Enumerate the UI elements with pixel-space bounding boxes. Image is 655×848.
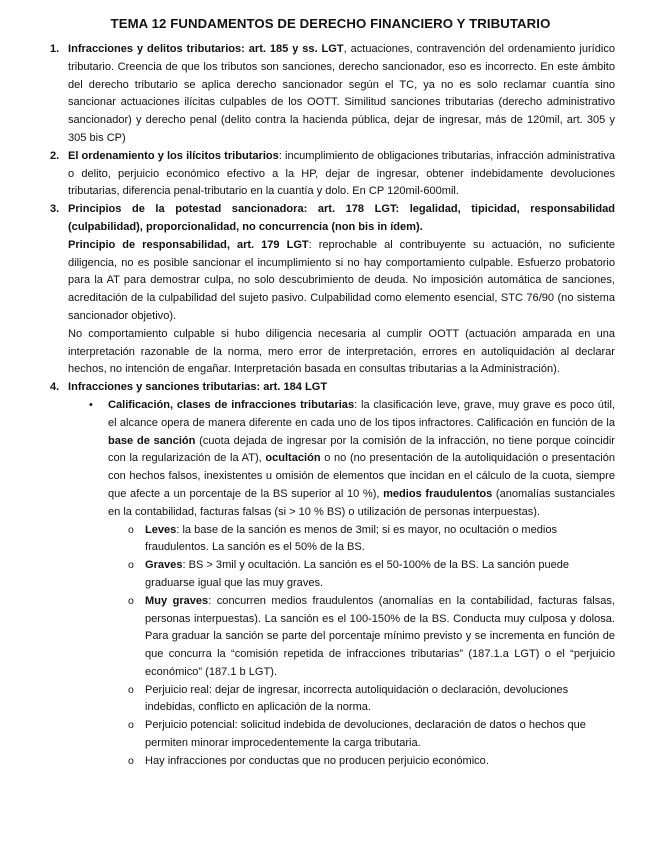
sub-paragraph: Hay infracciones por conductas que no producen perjuicio económico.: [145, 754, 489, 767]
bullet-text: (anomalías sustanciales en la contabilidad, facturas falsas (si > 10 % BS) o utilización de personas interpuestas).: [108, 487, 615, 518]
bullet-text: (cuota dejada de ingresar por la comisión de la infracción, no tiene porque coincidir con la regularización de la AT),: [108, 434, 615, 465]
item-heading: El ordenamiento y los ilícitos tributarios: [68, 149, 279, 162]
bullet-bold-term: medios fraudulentos: [383, 487, 493, 500]
item-paragraph-extra: No comportamiento culpable si hubo diligencia necesaria al cumplir OOTT (actuación amparada en una interpretación razonable de la norma, mero error de interpretación, errores en autoliquidación al declarar hechos, no intención de engañar. Interpretación basada en consultas tributarias a la Administración).: [68, 327, 615, 376]
item-paragraph: [68, 237, 615, 326]
sub-item-graves: [46, 557, 615, 593]
item-text: , actuaciones, contravención del ordenamiento jurídico tributario. Creencia de que los tributos son sanciones, derecho sancionador, eso es incorrecto. En este ámbito del derecho tributario se aplica derecho sancionador según el TC, ya no es solo reclamar cuantía sino sancionar actuaciones ilícitas culpables de los OOTT. Similitud sanciones tributarias (derecho administrativo sancionador) y derecho penal (delito contra la hacienda pública, dejar de ingresar, más de 120mil, art. 305 y 305 bis CP): [68, 43, 615, 144]
bullet-text: o no (no presentación de la autoliquidación o presentación con hechos falsos, inexistentes u omisión de elementos que incidan en el cálculo de la cuota, siempre que afecte a un porcentaje de la BS superior al 10 %),: [108, 452, 615, 500]
item-heading: Infracciones y sanciones tributarias: art. 184 LGT: [68, 381, 328, 394]
sub-marker: o: [128, 754, 134, 767]
item-text: : incumplimiento de obligaciones tributarias, infracción administrativa o delito, perjuicio económico efectivo a la HP, dejar de ingresar, obtener indebidamente devoluciones tributarias, diferencia penal-tributario en la cuantía y dolo. En CP 120mil-600mil.: [68, 149, 615, 198]
item-number: 3.: [50, 203, 60, 216]
sub-text: : BS > 3mil y ocultación. La sanción es el 50-100% de la BS. La sanción puede graduarse igual que las muy graves.: [145, 559, 570, 589]
sub-item-sin-perjuicio: [46, 753, 615, 771]
sub-text: : concurren medios fraudulentos (anomalías en la contabilidad, facturas falsas, personas interpuestas). La sanción es el 100-150% de la BS. Conducta muy culposa y dolosa. Para graduar la sanción se parte del porcentaje mínimo previsto y se incrementa en función de que concurra la “comisión repetida de infracciones tributarias” (187.1.a LGT) o el “perjuicio económico” (187.1 b LGT).: [145, 594, 615, 678]
bullet-heading: Calificación, clases de infracciones tributarias: [108, 398, 355, 411]
sub-item-leves: [46, 522, 615, 558]
sub-item-muy-graves: [46, 593, 615, 682]
item-number: 1.: [50, 43, 60, 55]
sub-heading: Leves: [145, 523, 177, 536]
item-number: 4.: [50, 381, 60, 394]
sub-paragraph: [145, 593, 615, 682]
bullet-bold-term: base de sanción: [108, 434, 196, 447]
item-paragraph: [68, 41, 615, 148]
list-item-4: [46, 379, 615, 397]
sub-paragraph: Perjuicio potencial: solicitud indebida de devoluciones, declaración de datos o hechos que permiten minorar improcedentemente la carga tributaria.: [145, 719, 586, 750]
sub-paragraph: [145, 522, 615, 558]
bullet-item: [46, 397, 615, 522]
sub-paragraph: [145, 557, 615, 593]
sub-marker: o: [128, 594, 134, 607]
sub-item-perjuicio-potencial: [46, 717, 615, 753]
bullet-text: : la clasificación leve, grave, muy grave es poco útil, el alcance opera de manera diferente en cada uno de los tipos infractores. Calificación en función de la: [108, 398, 615, 429]
item-heading: Infracciones y delitos tributarios: art. 185 y ss. LGT: [68, 43, 344, 55]
sub-paragraph: Perjuicio real: dejar de ingresar, incorrecta autoliquidación o declaración, devoluciones indebidas, conflicto en aplicación de la norma.: [145, 683, 569, 714]
sub-item-perjuicio-real: [46, 682, 615, 718]
item-text: : reprochable al contribuyente su actuación, no suficiente diligencia, no es posible sancionar el incumplimiento si no hay comportamiento culpable. Esfuerzo probatorio para la AT para demostrar culpa, no solo descubrimiento de deuda. No imposición automática de sanciones, acreditación de la culpabilidad del sujeto pasivo. Culpabilidad como elemento esencial, STC 76/90 (no sistema sancionador objetivo).: [68, 238, 615, 322]
sub-marker: o: [128, 719, 134, 732]
sub-heading: Graves: [145, 559, 183, 572]
page-title: TEMA 12 FUNDAMENTOS DE DERECHO FINANCIERO Y TRIBUTARIO: [110, 16, 551, 31]
item-subheading: Principio de responsabilidad, art. 179 LGT: [68, 238, 309, 251]
item-number: 2.: [50, 149, 60, 162]
list-item-3: [46, 201, 615, 379]
sub-marker: o: [128, 523, 134, 536]
sub-marker: o: [128, 559, 134, 572]
sub-text: : la base de la sanción es menos de 3mil; si es mayor, no ocultación o medios fraudulentos. La sanción es el 50% de la BS.: [145, 523, 558, 554]
item-paragraph: [68, 148, 615, 201]
sub-heading: Muy graves: [145, 594, 209, 607]
item-heading: Principios de la potestad sancionadora: art. 178 LGT: legalidad, tipicidad, responsabilidad (culpabilidad), proporcionalidad, no concurrencia (non bis in ídem).: [68, 203, 615, 233]
list-item-1: [46, 41, 615, 148]
bullet-paragraph: [108, 397, 615, 522]
bullet-bold-term: ocultación: [265, 452, 321, 465]
list-item-2: [46, 148, 615, 201]
sub-marker: o: [128, 683, 134, 696]
bullet-marker: •: [89, 398, 93, 411]
